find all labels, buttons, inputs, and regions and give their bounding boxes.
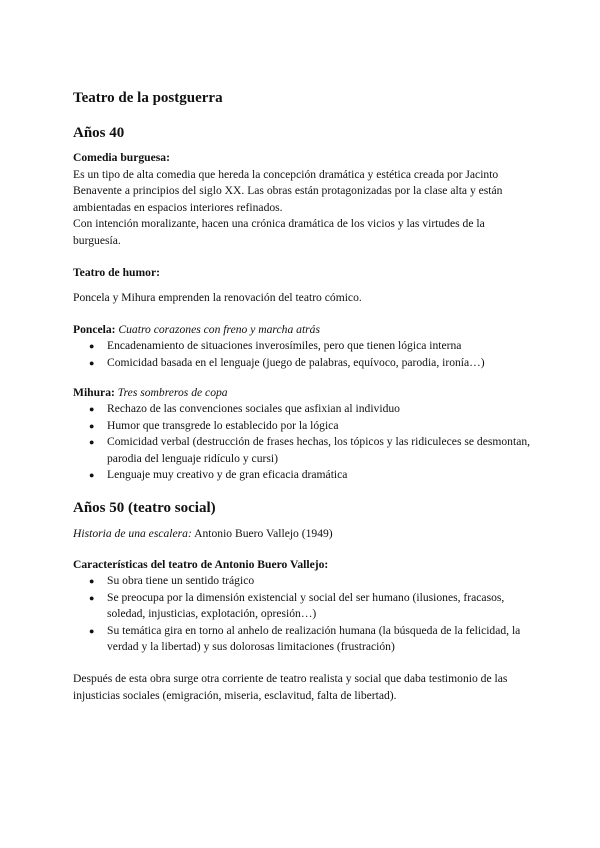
list-item: ● Comicidad verbal (destrucción de frases hechas, los tópicos y las ridiculeces se desmontan, parodia del lenguaje ridículo y cursi) — [89, 435, 531, 465]
bullet-icon: ● — [89, 420, 95, 431]
bullet-icon: ● — [89, 404, 95, 414]
list-item: ● Encadenamiento de situaciones inverosímiles, pero que tienen lógica interna — [73, 338, 533, 355]
heading-anos-50: Años 50 (teatro social) — [73, 500, 216, 516]
poncela-work: Cuatro corazones con freno y marcha atrás — [118, 323, 320, 336]
mihura-line — [73, 385, 533, 402]
poncela-label: Poncela: — [73, 323, 116, 336]
caracteristicas-bullet-list — [73, 573, 533, 656]
list-item: ● Comicidad basada en el lenguaje (juego de palabras, equívoco, parodia, ironía…) — [73, 355, 533, 372]
closing-paragraph: Después de esta obra surge otra corriente de teatro realista y social que daba testimonio de las injusticias sociales (emigración, miseria, esclavitud, falta de libertad). — [73, 672, 508, 702]
bullet-icon: ● — [89, 470, 95, 480]
historia-escalera-author: Antonio Buero Vallejo (1949) — [194, 527, 333, 540]
bullet-icon: ● — [89, 341, 95, 351]
teatro-humor-label: Teatro de humor: — [73, 266, 160, 279]
bullet-icon: ● — [89, 576, 95, 586]
mihura-work: Tres sombreros de copa — [117, 386, 228, 399]
bullet-icon: ● — [89, 592, 95, 603]
document-title: Teatro de la postguerra — [73, 90, 223, 106]
comedia-burguesa-label: Comedia burguesa: — [73, 151, 170, 164]
poncela-line — [73, 322, 533, 339]
list-item: ● Se preocupa por la dimensión existencial y social del ser humano (ilusiones, fracasos, soledad, injusticias, explotación, opresión…) — [89, 590, 505, 620]
bullet-icon: ● — [89, 437, 95, 447]
list-item: ● Humor que transgrede lo establecido por la lógica — [73, 418, 533, 435]
comedia-burguesa-section — [73, 150, 533, 249]
poncela-bullet-list — [73, 338, 533, 371]
caracteristicas-label: Características del teatro de Antonio Buero Vallejo: — [73, 558, 329, 571]
list-item: ● Lenguaje muy creativo y de gran eficacia dramática — [73, 467, 533, 484]
historia-escalera-work: Historia de una escalera: — [73, 527, 192, 540]
teatro-humor-paragraph: Poncela y Mihura emprenden la renovación del teatro cómico. — [73, 291, 362, 304]
heading-anos-40: Años 40 — [73, 125, 125, 141]
comedia-burguesa-paragraph-1: Es un tipo de alta comedia que hereda la concepción dramática y estética creada por Jacinto Benavente a principios del siglo XX. Las obras están protagonizadas por la clase alta y están ambientadas en espacios interiores refinados. — [73, 167, 503, 214]
list-item: ● Su temática gira en torno al anhelo de realización humana (la búsqueda de la felicidad, la verdad y la libertad) y sus dolorosas limitaciones (frustración) — [89, 623, 521, 653]
bullet-icon: ● — [89, 625, 95, 636]
historia-escalera-line — [73, 526, 533, 543]
comedia-burguesa-paragraph-2: Con intención moralizante, hacen una crónica dramática de los vicios y las virtudes de la burguesía. — [73, 217, 485, 247]
list-item: ● Su obra tiene un sentido trágico — [73, 573, 533, 590]
mihura-bullet-list — [73, 401, 533, 484]
bullet-icon: ● — [89, 357, 95, 368]
list-item: ● Rechazo de las convenciones sociales que asfixian al individuo — [73, 401, 533, 418]
mihura-label: Mihura: — [73, 386, 115, 399]
